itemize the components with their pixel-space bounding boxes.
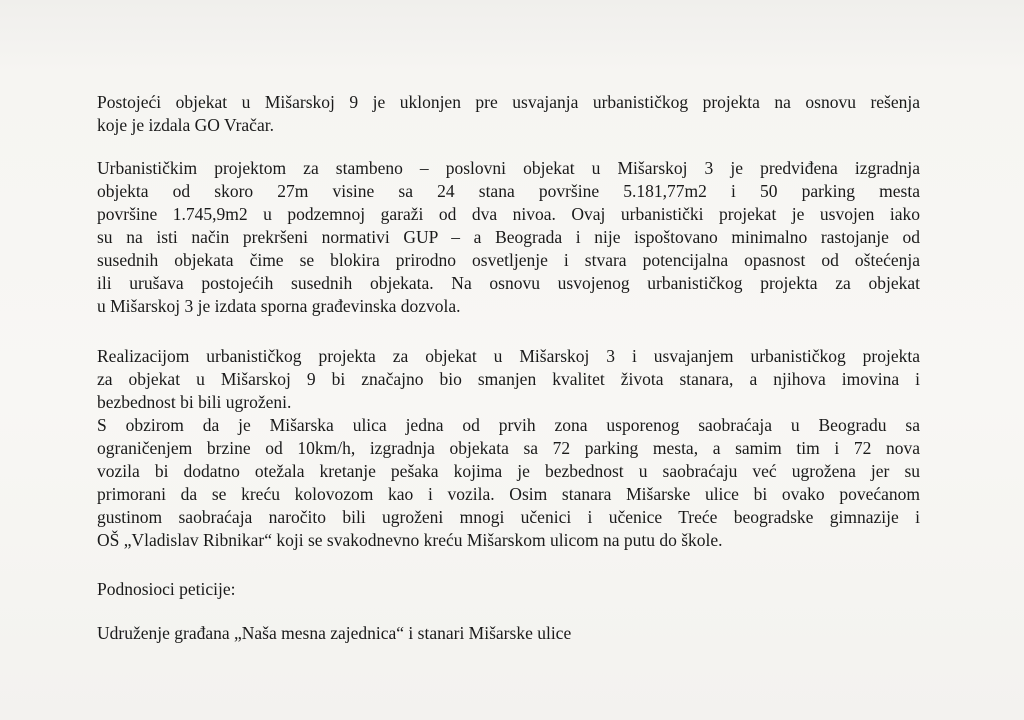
text-line: bezbednost bi bili ugroženi. [97, 392, 292, 412]
text-line: vozila bi dodatno otežala kretanje pešaka kojima je bezbednost u saobraćaju već ugrožena jer su [97, 461, 920, 481]
text-line: koje je izdala GO Vračar. [97, 115, 274, 135]
text-line: S obzirom da je Mišarska ulica jedna od prvih zona usporenog saobraćaja u Beogradu sa [97, 415, 920, 435]
paragraph-demolition [97, 91, 920, 137]
submitters-label [97, 578, 920, 601]
submitters-text: Udruženje građana „Naša mesna zajednica“ i stanari Mišarske ulice [97, 623, 572, 643]
text-line: u Mišarskoj 3 je izdata sporna građevinska dozvola. [97, 296, 461, 316]
text-line: Urbanističkim projektom za stambeno – poslovni objekat u Mišarskoj 3 je predviđena izgradnja [97, 158, 920, 178]
paragraph-traffic-safety [97, 414, 920, 552]
text-line: ograničenjem brzine od 10km/h, izgradnja objekata sa 72 parking mesta, a samim tim i 72 nova [97, 438, 920, 458]
text-line: Postojeći objekat u Mišarskoj 9 je uklonjen pre usvajanja urbanističkog projekta na osnovu rešenja [97, 92, 920, 112]
text-line: gustinom saobraćaja naročito bili ugroženi mnogi učenici i učenice Treće beogradske gimnazije i [97, 507, 920, 527]
submitters-label-text: Podnosioci peticije: [97, 579, 236, 599]
text-line: Realizacijom urbanističkog projekta za objekat u Mišarskoj 3 i usvajanjem urbanističkog projekta [97, 346, 920, 366]
text-line: OŠ „Vladislav Ribnikar“ koji se svakodnevno kreću Mišarskom ulicom na putu do škole. [97, 530, 723, 550]
text-line: su na isti način prekršeni normativi GUP – a Beograda i nije ispoštovano minimalno rastojanje od [97, 227, 920, 247]
text-line: objekta od skoro 27m visine sa 24 stana površine 5.181,77m2 i 50 parking mesta [97, 181, 920, 201]
submitters [97, 622, 920, 645]
text-line: primorani da se kreću kolovozom kao i vozila. Osim stanara Mišarske ulice bi ovako povećanom [97, 484, 920, 504]
text-line: površine 1.745,9m2 u podzemnoj garaži od dva nivoa. Ovaj urbanistički projekat je usvojen iako [97, 204, 920, 224]
text-line: susednih objekata čime se blokira prirodno osvetljenje i stvara potencijalna opasnost od oštećenja [97, 250, 920, 270]
text-line: za objekat u Mišarskoj 9 bi značajno bio smanjen kvalitet života stanara, a njihova imovina i [97, 369, 920, 389]
paragraph-quality-of-life [97, 345, 920, 414]
paragraph-urban-project-misarska-3 [97, 157, 920, 318]
text-line: ili urušava postojećih susednih objekata. Na osnovu usvojenog urbanističkog projekta za objekat [97, 273, 920, 293]
